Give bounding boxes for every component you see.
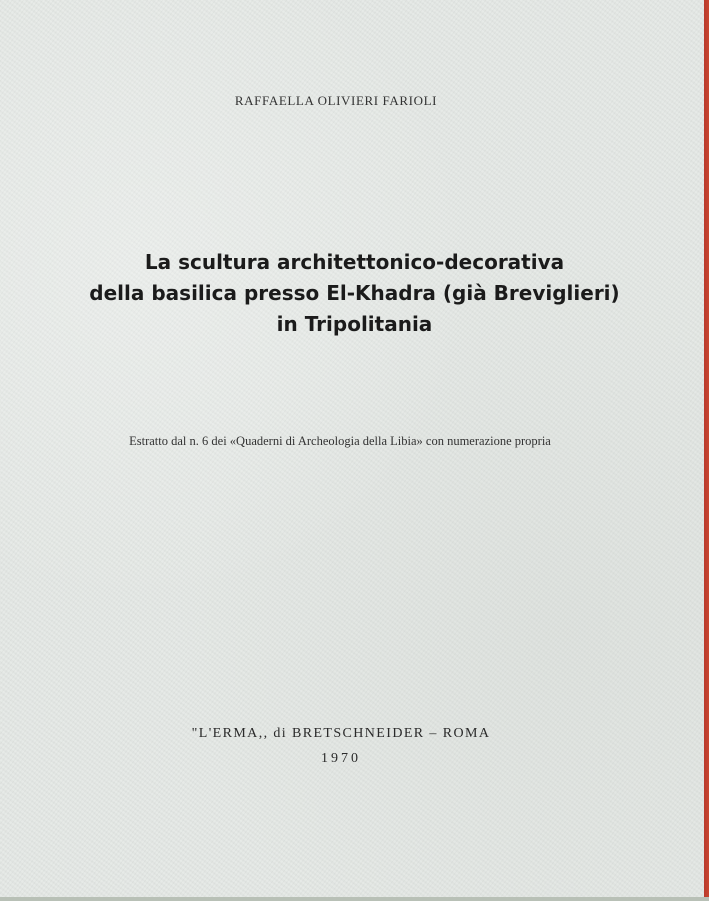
title-line-3: in Tripolitania [276, 312, 433, 336]
book-title [0, 247, 709, 340]
extract-note: Estratto dal n. 6 dei «Quaderni di Archeologia della Libia» con numerazione propria [129, 434, 551, 448]
title-line-1: La scultura architettonico-decorativa [144, 250, 565, 274]
cover-bottom-edge [0, 897, 709, 901]
publication-year: 1970 [321, 751, 361, 766]
title-line-2: della basilica presso El-Khadra (già Breviglieri) [89, 281, 620, 305]
publisher-line: "L'ERMA,, di BRETSCHNEIDER – ROMA [191, 726, 491, 741]
cover-edge [704, 0, 709, 901]
author-name: RAFFAELLA OLIVIERI FARIOLI [234, 93, 438, 108]
